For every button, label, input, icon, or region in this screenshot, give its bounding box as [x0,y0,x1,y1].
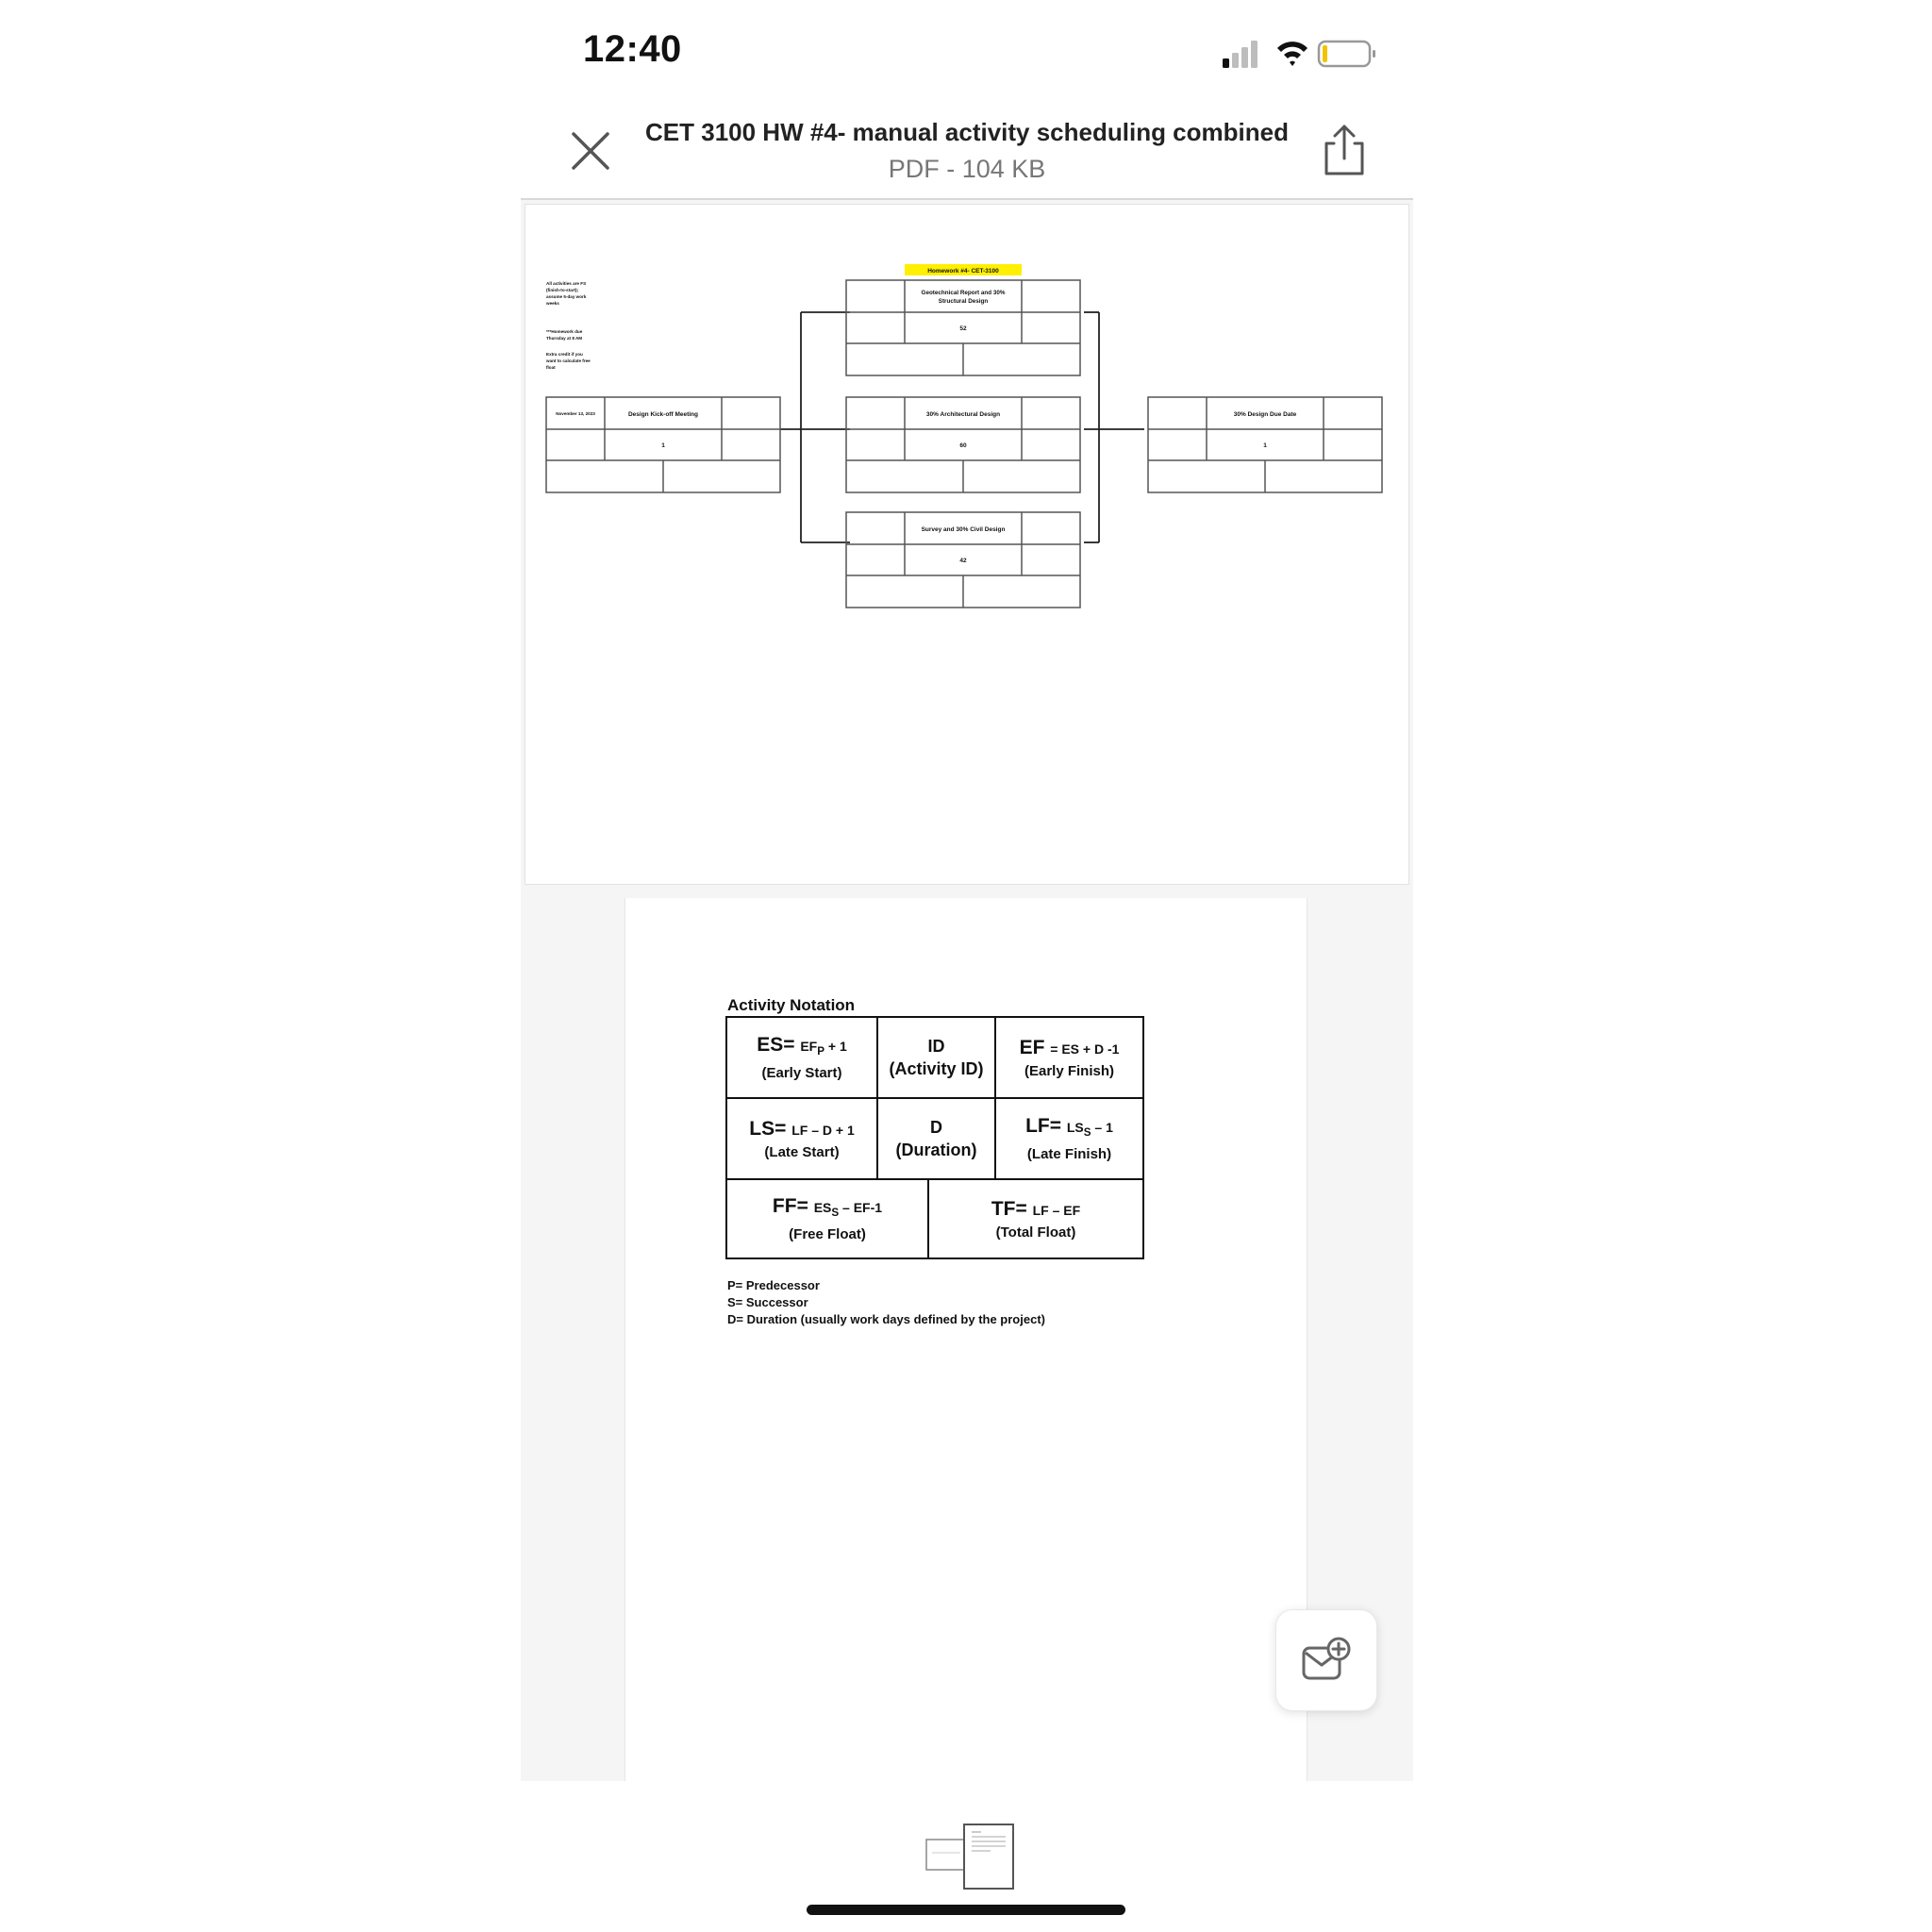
share-button[interactable] [1321,123,1368,179]
svg-text:Survey and 30% Civil Design: Survey and 30% Civil Design [921,526,1006,533]
svg-text:All activities are FS: All activities are FS [546,281,587,286]
activity-box-kickoff [546,397,780,492]
share-icon [1326,126,1362,174]
notation-legend [727,1277,1045,1328]
close-icon [574,134,608,168]
home-indicator[interactable] [807,1905,1125,1915]
legend-item: S= Successor [727,1295,808,1309]
network-connectors [780,312,1144,542]
svg-text:float: float [546,365,556,370]
document-subtitle: PDF - 104 KB [888,155,1046,183]
pdf-page-2 [625,898,1307,1781]
svg-text:Design Kick-off Meeting: Design Kick-off Meeting [627,411,699,418]
svg-text:Structural Design: Structural Design [938,298,989,305]
cell-activity-id: ID (Activity ID) [878,1018,996,1099]
svg-text:Thursday at 8 AM: Thursday at 8 AM [546,336,583,341]
cell-late-start: LS= LF – D + 1 (Late Start) [727,1099,878,1180]
svg-text:want to calculate free: want to calculate free [546,358,591,363]
notation-table [725,1016,1144,1259]
cell-early-finish: EF = ES + D -1 (Early Finish) [996,1018,1142,1099]
notation-title: Activity Notation [727,996,856,1014]
cell-duration: D (Duration) [878,1099,996,1180]
svg-text:1: 1 [661,442,665,449]
status-icons [1223,36,1392,74]
mail-add-icon [1301,1637,1352,1684]
thumbnail-page-1[interactable] [926,1840,966,1870]
add-to-mail-button[interactable] [1275,1609,1377,1711]
document-title: CET 3100 HW #4- manual activity scheduling combined [645,118,1289,146]
status-time: 12:40 [583,28,682,70]
thumbnail-page-2[interactable] [964,1824,1013,1889]
svg-text:***Homework due: ***Homework due [546,329,583,334]
svg-text:Geotechnical Report and 30%: Geotechnical Report and 30% [921,290,1006,296]
battery-icon [1319,42,1375,66]
legend-item: P= Predecessor [727,1278,820,1292]
activity-box-survey-civil [846,512,1080,608]
wifi-icon [1277,42,1307,66]
svg-text:30% Design Due Date: 30% Design Due Date [1233,411,1297,418]
legend-item: D= Duration (usually work days defined by the project) [727,1312,1045,1326]
activity-box-architectural [846,397,1080,492]
activity-box-due-date [1148,397,1382,492]
page-thumbnails[interactable] [924,1821,1019,1892]
svg-text:60: 60 [959,442,967,449]
cell-total-float: TF= LF – EF (Total Float) [991,1197,1081,1241]
svg-text:assume 5-day work: assume 5-day work [546,294,587,299]
start-date: November 13, 2023 [556,411,595,416]
cell-early-start: $ES= EF_P + 1$ (Early Start) [727,1018,878,1099]
banner-text: Homework #4- CET-3100 [927,268,999,275]
activity-box-geotechnical [846,280,1080,375]
cell-free-float: $FF= ES_S - EF-1$ (Free Float) [727,1180,929,1257]
svg-text:weeks: weeks [546,301,559,306]
svg-text:52: 52 [959,325,967,332]
pdf-page-1 [525,204,1409,885]
assignment-notes [545,281,591,370]
network-diagram [525,205,1410,886]
svg-text:(finish-to-start);: (finish-to-start); [546,288,579,292]
svg-text:42: 42 [959,558,967,564]
cellular-signal-icon [1223,41,1257,68]
svg-text:30% Architectural Design: 30% Architectural Design [925,411,1001,418]
svg-text:1: 1 [1263,442,1267,449]
svg-text:Extra credit if you: Extra credit if you [546,352,583,357]
cell-late-finish: $LF= LS_S - 1$ (Late Finish) [996,1099,1142,1180]
